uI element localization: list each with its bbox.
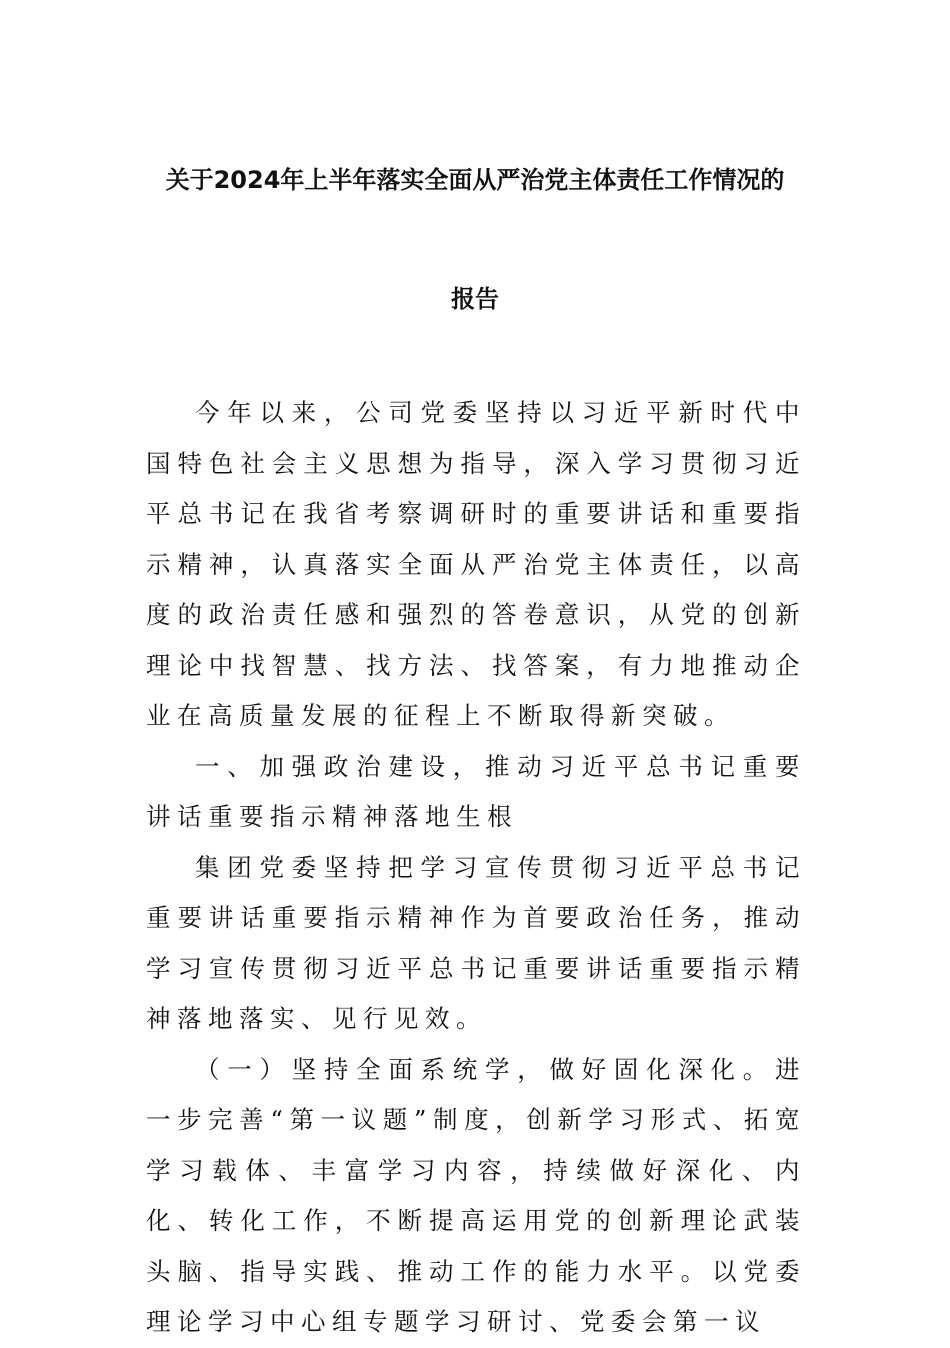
document-title-line-2: 报告: [451, 285, 499, 313]
paragraph-subsection-1: （一）坚持全面系统学，做好固化深化。进一步完善“第一议题”制度，创新学习形式、拓宽学习载体、丰富学习内容，持续做好深化、内化、转化工作，不断提高运用党的创新理论武装头脑、指导实践、推动工作的能力水平。以党委理论学习中心组专题学习研讨、党委会第一议: [146, 1054, 806, 1336]
paragraph-section-1: 集团党委坚持把学习宣传贯彻习近平总书记重要讲话重要指示精神作为首要政治任务，推动学习宣传贯彻习近平总书记重要讲话重要指示精神落地落实、见行见效。: [146, 852, 806, 1033]
paragraph-intro: 今年以来，公司党委坚持以习近平新时代中国特色社会主义思想为指导，深入学习贯彻习近平总书记在我省考察调研时的重要讲话和重要指示精神，认真落实全面从严治党主体责任，以高度的政治责任感和强烈的答卷意识，从党的创新理论中找智慧、找方法、找答案，有力地推动企业在高质量发展的征程上不断取得新突破。: [146, 398, 806, 730]
document-title-line-1: 关于2024年上半年落实全面从严治党主体责任工作情况的: [165, 166, 785, 194]
section-heading-1: 一、加强政治建设，推动习近平总书记重要讲话重要指示精神落地生根: [146, 751, 806, 831]
document-body: [146, 388, 806, 1348]
